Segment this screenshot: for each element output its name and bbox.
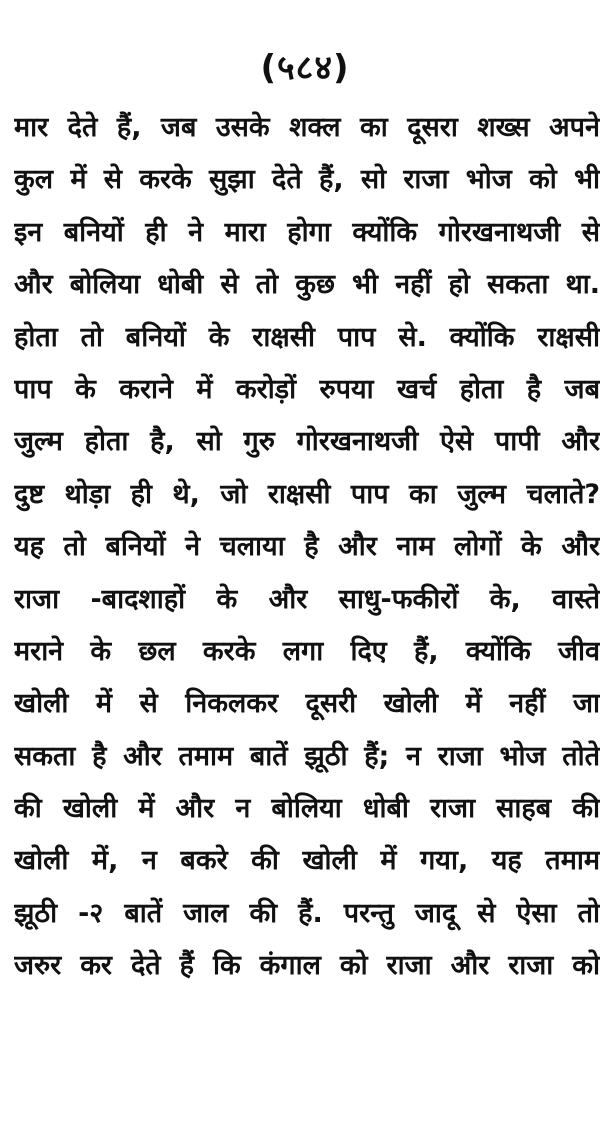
text-line-16: झूठी -२ बातें जाल की हैं. परन्तु जादू से ऐसा तो	[14, 897, 600, 929]
text-line-12: खोली में से निकलकर दूसरी खोली में नहीं जा	[14, 688, 600, 720]
text-line-17: जरुर कर देते हैं कि कंगाल को राजा और राजा को	[14, 950, 600, 982]
text-line-14: की खोली में और न बोलिया धोबी राजा साहब की	[14, 793, 600, 825]
text-line-7: जुल्म होता है, सो गुरु गोरखनाथजी ऐसे पापी और	[14, 426, 600, 458]
text-line-8: दुष्ट थोड़ा ही थे, जो राक्षसी पाप का जुल्म चलाते?	[14, 478, 600, 510]
text-line-9: यह तो बनियों ने चलाया है और नाम लोगों के और	[14, 531, 600, 563]
text-line-3: इन बनियों ही ने मारा होगा क्योंकि गोरखनाथजी से	[14, 216, 600, 248]
body-text	[14, 102, 600, 993]
text-line-1: मार देते हैं, जब उसके शक्ल का दूसरा शख्स अपने	[14, 112, 600, 143]
text-line-13: सकता है और तमाम बातें झूठी हैं; न राजा भोज तोते	[14, 740, 600, 772]
page-number: (५८४)	[260, 48, 350, 88]
text-line-10: राजा -बादशाहों के और साधु-फकीरों के, वास्ते	[14, 583, 600, 615]
text-line-4: और बोलिया धोबी से तो कुछ भी नहीं हो सकता था.	[14, 269, 600, 301]
text-line-2: कुल में से करके सुझा देते हैं, सो राजा भोज को भी	[14, 164, 600, 196]
text-line-11: मराने के छल करके लगा दिए हैं, क्योंकि जीव	[14, 635, 600, 667]
text-line-5: होता तो बनियों के राक्षसी पाप से. क्योंकि राक्षसी	[14, 321, 600, 353]
text-line-15: खोली में, न बकरे की खोली में गया, यह तमाम	[14, 845, 600, 877]
text-line-6: पाप के कराने में करोड़ों रुपया खर्च होता है जब	[14, 373, 600, 405]
